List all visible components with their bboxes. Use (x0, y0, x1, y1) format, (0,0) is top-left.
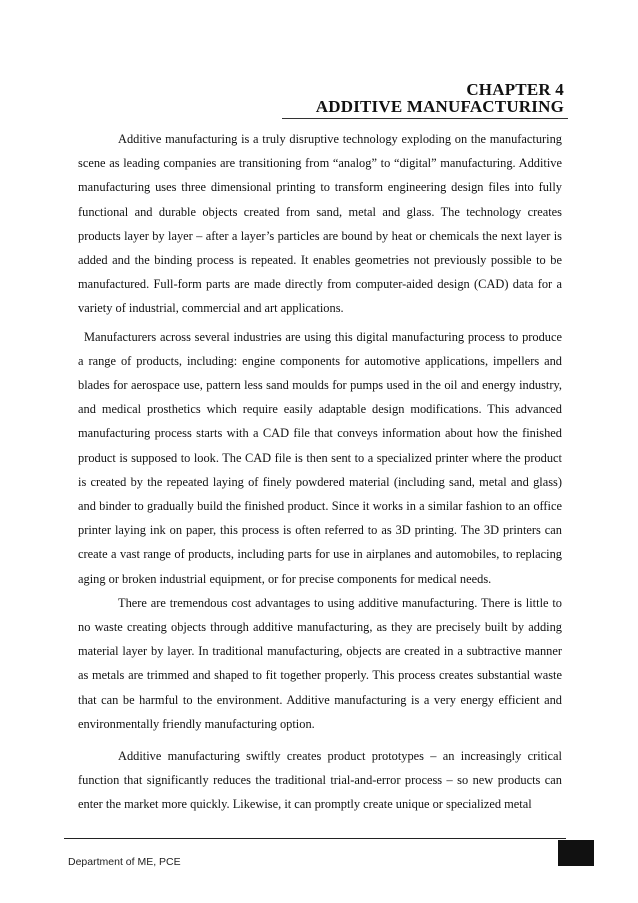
paragraph-cost-advantages: There are tremendous cost advantages to using additive manufacturing. There is little to no waste creating objects through additive manufacturing, as they are precisely built by adding material layer by layer. In traditional manufacturing, objects are created in a subtractive manner as metals are trimmed and shaped to fit together properly. This process creates substantial waste that can be harmful to the environment. Additive manufacturing is a very energy efficient and environmentally friendly manufacturing option. (78, 595, 562, 731)
chapter-body (78, 127, 562, 817)
paragraph-intro: Additive manufacturing is a truly disruptive technology exploding on the manufacturing scene as leading companies are transitioning from “analog” to “digital” manufacturing. Additive manufacturing uses three dimensional printing to transform engineering design files into fully functional and durable objects created from sand, metal and glass. The technology creates products layer by layer – after a layer’s particles are bound by heat or chemicals the next layer is added and the binding process is repeated. It enables geometries not previously possible to be manufactured. Full-form parts are made directly from computer-aided design (CAD) data for a variety of industrial, commercial and art applications. (78, 132, 562, 316)
title-divider (282, 118, 568, 119)
page-number-box (558, 840, 594, 866)
chapter-title: ADDITIVE MANUFACTURING (315, 97, 564, 116)
paragraph-manufacturers: Manufacturers across several industries are using this digital manufacturing process to produce a range of products, including: engine components for automotive applications, impellers and blades for aerospace use, pattern less sand moulds for pumps used in the oil and energy industry, and medical prosthetics which require easily adaptable design modifications. This advanced manufacturing process starts with a CAD file that conveys information about how the finished product is supposed to look. The CAD file is then sent to a specialized printer where the product is created by the repeated laying of finely powdered material (including sand, metal and glass) and binder to gradually build the finished product. Since it works in a similar fashion to an office printer laying ink on paper, this process is often referred to as 3D printing. The 3D printers can create a vast range of products, including parts for use in airplanes and automobiles, to replacing aging or broken industrial equipment, or for precise components for medical needs. (78, 329, 562, 586)
footer-department: Department of ME, PCE (68, 856, 181, 868)
footer-divider (64, 838, 566, 839)
chapter-number: CHAPTER 4 (466, 80, 564, 99)
paragraph-prototypes: Additive manufacturing swiftly creates product prototypes – an increasingly critical function that significantly reduces the traditional trial-and-error process – so new products can enter the market more quickly. Likewise, it can promptly create unique or specialized metal (78, 749, 562, 812)
